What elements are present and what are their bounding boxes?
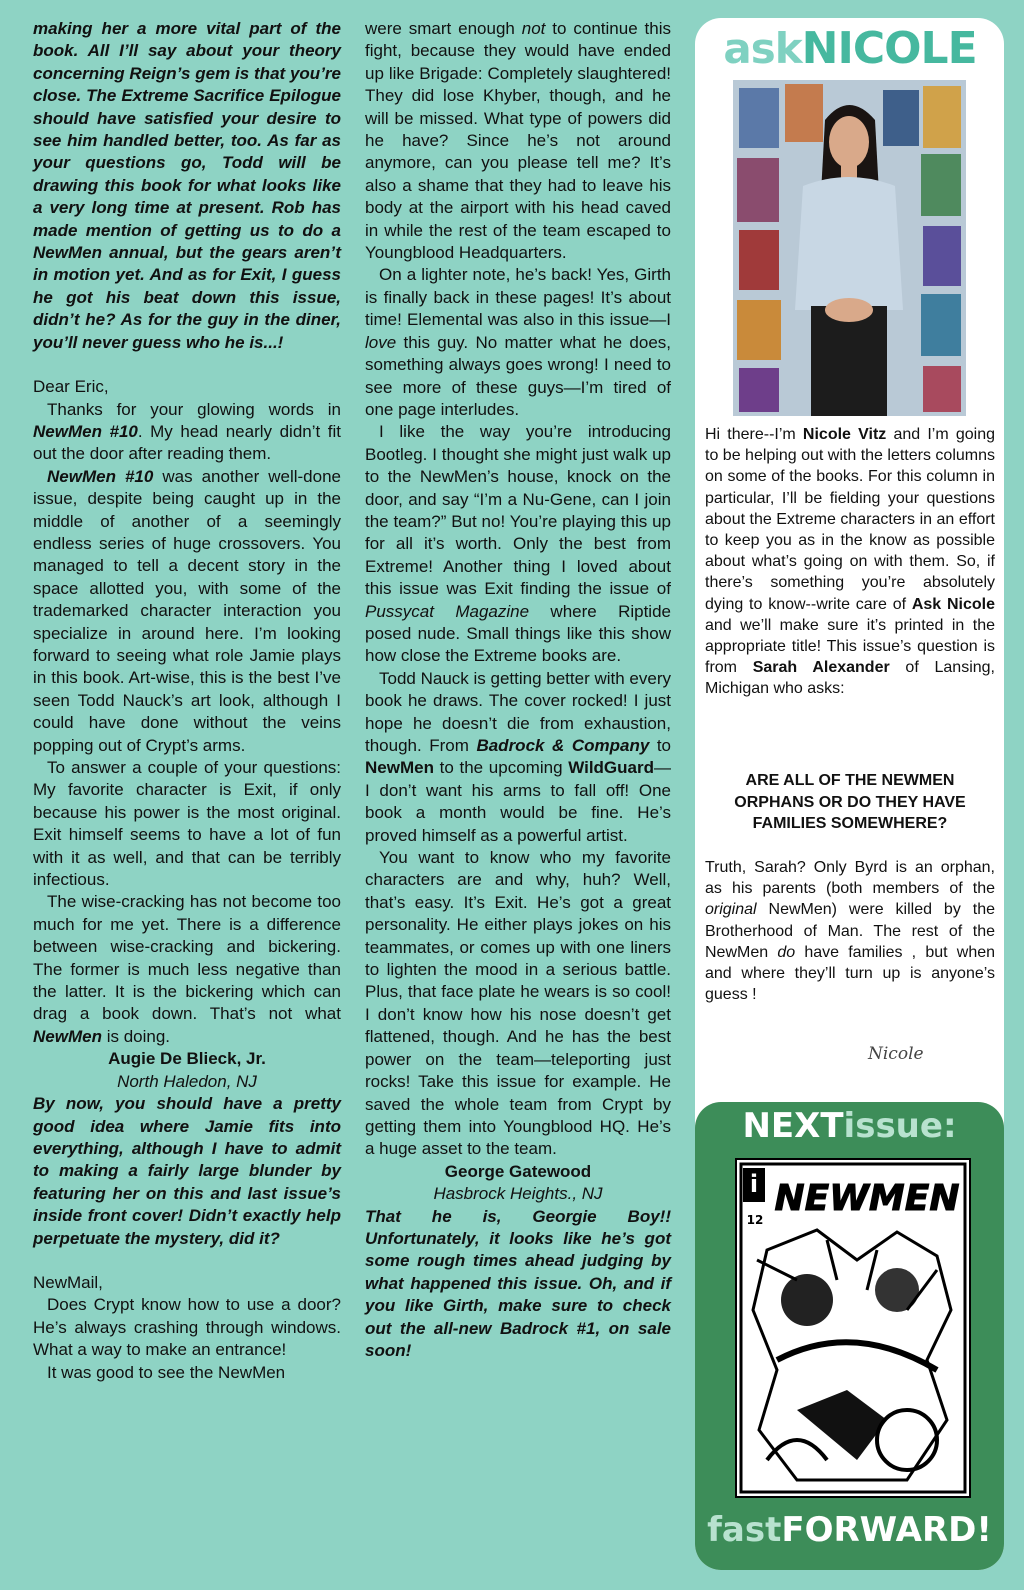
cover-logo: NEWMEN [774,1178,960,1219]
letter-2-paragraph-7: You want to know who my favorite characters are and why, huh? Well, that’s easy. It’s Exit. He’s got a great personality. He either plays jokes on his teammates, or comes up with one liners to lighten the mood in a serious battle. Plus, that face plate he wears is so cool! I don’t know how his nose doesn’t get flattened, though. And he has the best power on the team—teleporting just rocks! Take this issue for example. He saved the whole team from Crypt by getting them into Youngblood HQ. He’s a huge asset to the team. [365,848,671,1159]
next-issue-cover [735,1158,971,1498]
ask-nicole-intro: Hi there--I’m Nicole Vitz and I’m going to be helping out with the letters columns on some of the books. For this column in particular, I’ll be fielding your questions about the Extreme characters in an effort to keep you as in the know as possible about what’s going on with them. So, if there’s something you’re absolutely dying to know--write care of Ask Nicole and we’ll make sure it’s printed in the appropriate title! This issue’s question is from Sarah Alexander of Lansing, Michigan who asks: [705,426,996,698]
nicole-photo [733,80,966,416]
letters-column-1 [33,18,341,1384]
fast-forward-title: fastFORWARD! [707,1510,992,1550]
letter-2-paragraph-6: Todd Nauck is getting better with every book he draws. The cover rocked! I just hope he doesn’t die from exhaustion, though. From Badrock & Company to NewMen to the upcoming WildGuard—I don’t want his arms to fall off! One book a month would be fine. He’s proved himself as a powerful artist. [365,668,671,845]
salutation-2: NewMail, [33,1272,103,1292]
editor-reply-3: That he is, Georgie Boy!! Unfortunately, it looks like he’s got some rough times ahead judging by what happened this issue. Oh, and if you like Girth, make sure to check out the all-new Badrock #1, on sale soon! [365,1206,671,1360]
editor-reply-2: By now, you should have a pretty good idea where Jamie fits into everything, although I have to admit to making a fairly large blunder by featuring her on this and last issue’s inside front cover! Didn’t exactly help perpetuate the mystery, did it? [33,1094,341,1248]
letter-1-signature-name: Augie De Blieck, Jr. [108,1049,266,1069]
letter-1-paragraph-3: To answer a couple of your questions: My favorite character is Exit, if only because his power is the most original. Exit himself seems to have a lot of fun with it as well, and that can be terribly infectious. [33,758,341,890]
next-issue-title: NEXTissue: [742,1106,957,1146]
editor-reply-1: making her a more vital part of the book. All I’ll say about your theory concerning Reign’s gem is that you’re close. The Extreme Sacrifice Epilogue should have satisfied your desire to see him handled better, too. As far as your questions go, Todd will be drawing this book for what looks like a very long time at present. Rob has made mention of getting us to do a NewMen annual, but the gears aren’t in motion yet. And as for Exit, I guess he got his beat down this issue, didn’t he? As for the guy in the diner, you’ll never guess who he is...! [33,19,341,352]
letter-1-paragraph-1: Thanks for your glowing words in NewMen #10. My head nearly didn’t fit out the door after reading them. [33,399,341,464]
ask-nicole-answer: Truth, Sarah? Only Byrd is an orphan, as his parents (both members of the original NewMen) were killed by the Brotherhood of Man. The rest of the NewMen do have families , but when and where they’ll turn up is anyone’s guess ! [705,859,996,1004]
letter-1-paragraph-4: The wise-cracking has not become too much for me yet. There is a difference between wise-cracking and bickering. The former is much less negative than the latter. It is the bickering which can drag a book down. That’s not what NewMen is doing. [33,892,341,1046]
letter-2-paragraph-3: were smart enough not to continue this fight, because they would have ended up like Brigade: Completely slaughtered! They did lose Khyber, though, and he will be missed. What type of powers did he have? Since he’s not around anymore, can you please tell me? It’s also a shame that they had to leave his body at the airport with his head caved in while the rest of the team escaped to Youngblood Headquarters. [365,19,671,263]
letter-2-paragraph-2: It was good to see the NewMen [47,1362,286,1382]
letter-2-paragraph-5: I like the way you’re introducing Bootleg. I thought she might just walk up to the NewMen’s house, knock on the door, and say “I’m a Nu-Gene, can I join the team?” But no! You’re playing this up for all it’s worth. Only the best from Extreme! Another thing I loved about this issue was Exit finding the issue of Pussycat Magazine where Riptide posed nude. Small things like this show how close the Extreme books are. [365,422,671,666]
letter-2-paragraph-4: On a lighter note, he’s back! Yes, Girth is finally back in these pages! It’s about time! Elemental was also in this issue—I love this guy. No matter what he does, something always goes wrong! I need to see more of these guys—I’m tired of one page interludes. [365,265,671,419]
letters-column-2 [365,18,671,1362]
letter-1-signature-location: North Haledon, NJ [117,1071,257,1091]
ask-nicole-question: ARE ALL OF THE NEWMEN ORPHANS OR DO THEY HAVE FAMILIES SOMEWHERE? [734,772,966,832]
letter-1-paragraph-2: NewMen #10 was another well-done issue, despite being caught up in the middle of another of a seemingly endless series of huge crossovers. You managed to tell a decent story in the space allotted you, with some of the trademarked character interaction you specialize in around here. I’m looking forward to seeing what role Jamie plays in this book. Art-wise, this is the best I’ve seen Todd Nauck’s art look, although I could have done without the veins popping out of Crypt’s arms. [33,466,341,755]
cover-publisher-letter: i [749,1170,759,1198]
ask-nicole-title: askNICOLE [723,23,977,74]
nicole-signature: Nicole [868,1044,924,1064]
letter-2-signature-location: Hasbrock Heights., NJ [433,1184,603,1204]
letter-2-paragraph-1: Does Crypt know how to use a door? He’s always crashing through windows. What a way to make an entrance! [33,1295,341,1360]
letter-2-signature-name: George Gatewood [444,1161,592,1181]
cover-issue-number: 12 [746,1213,764,1227]
salutation-1: Dear Eric, [33,377,109,397]
